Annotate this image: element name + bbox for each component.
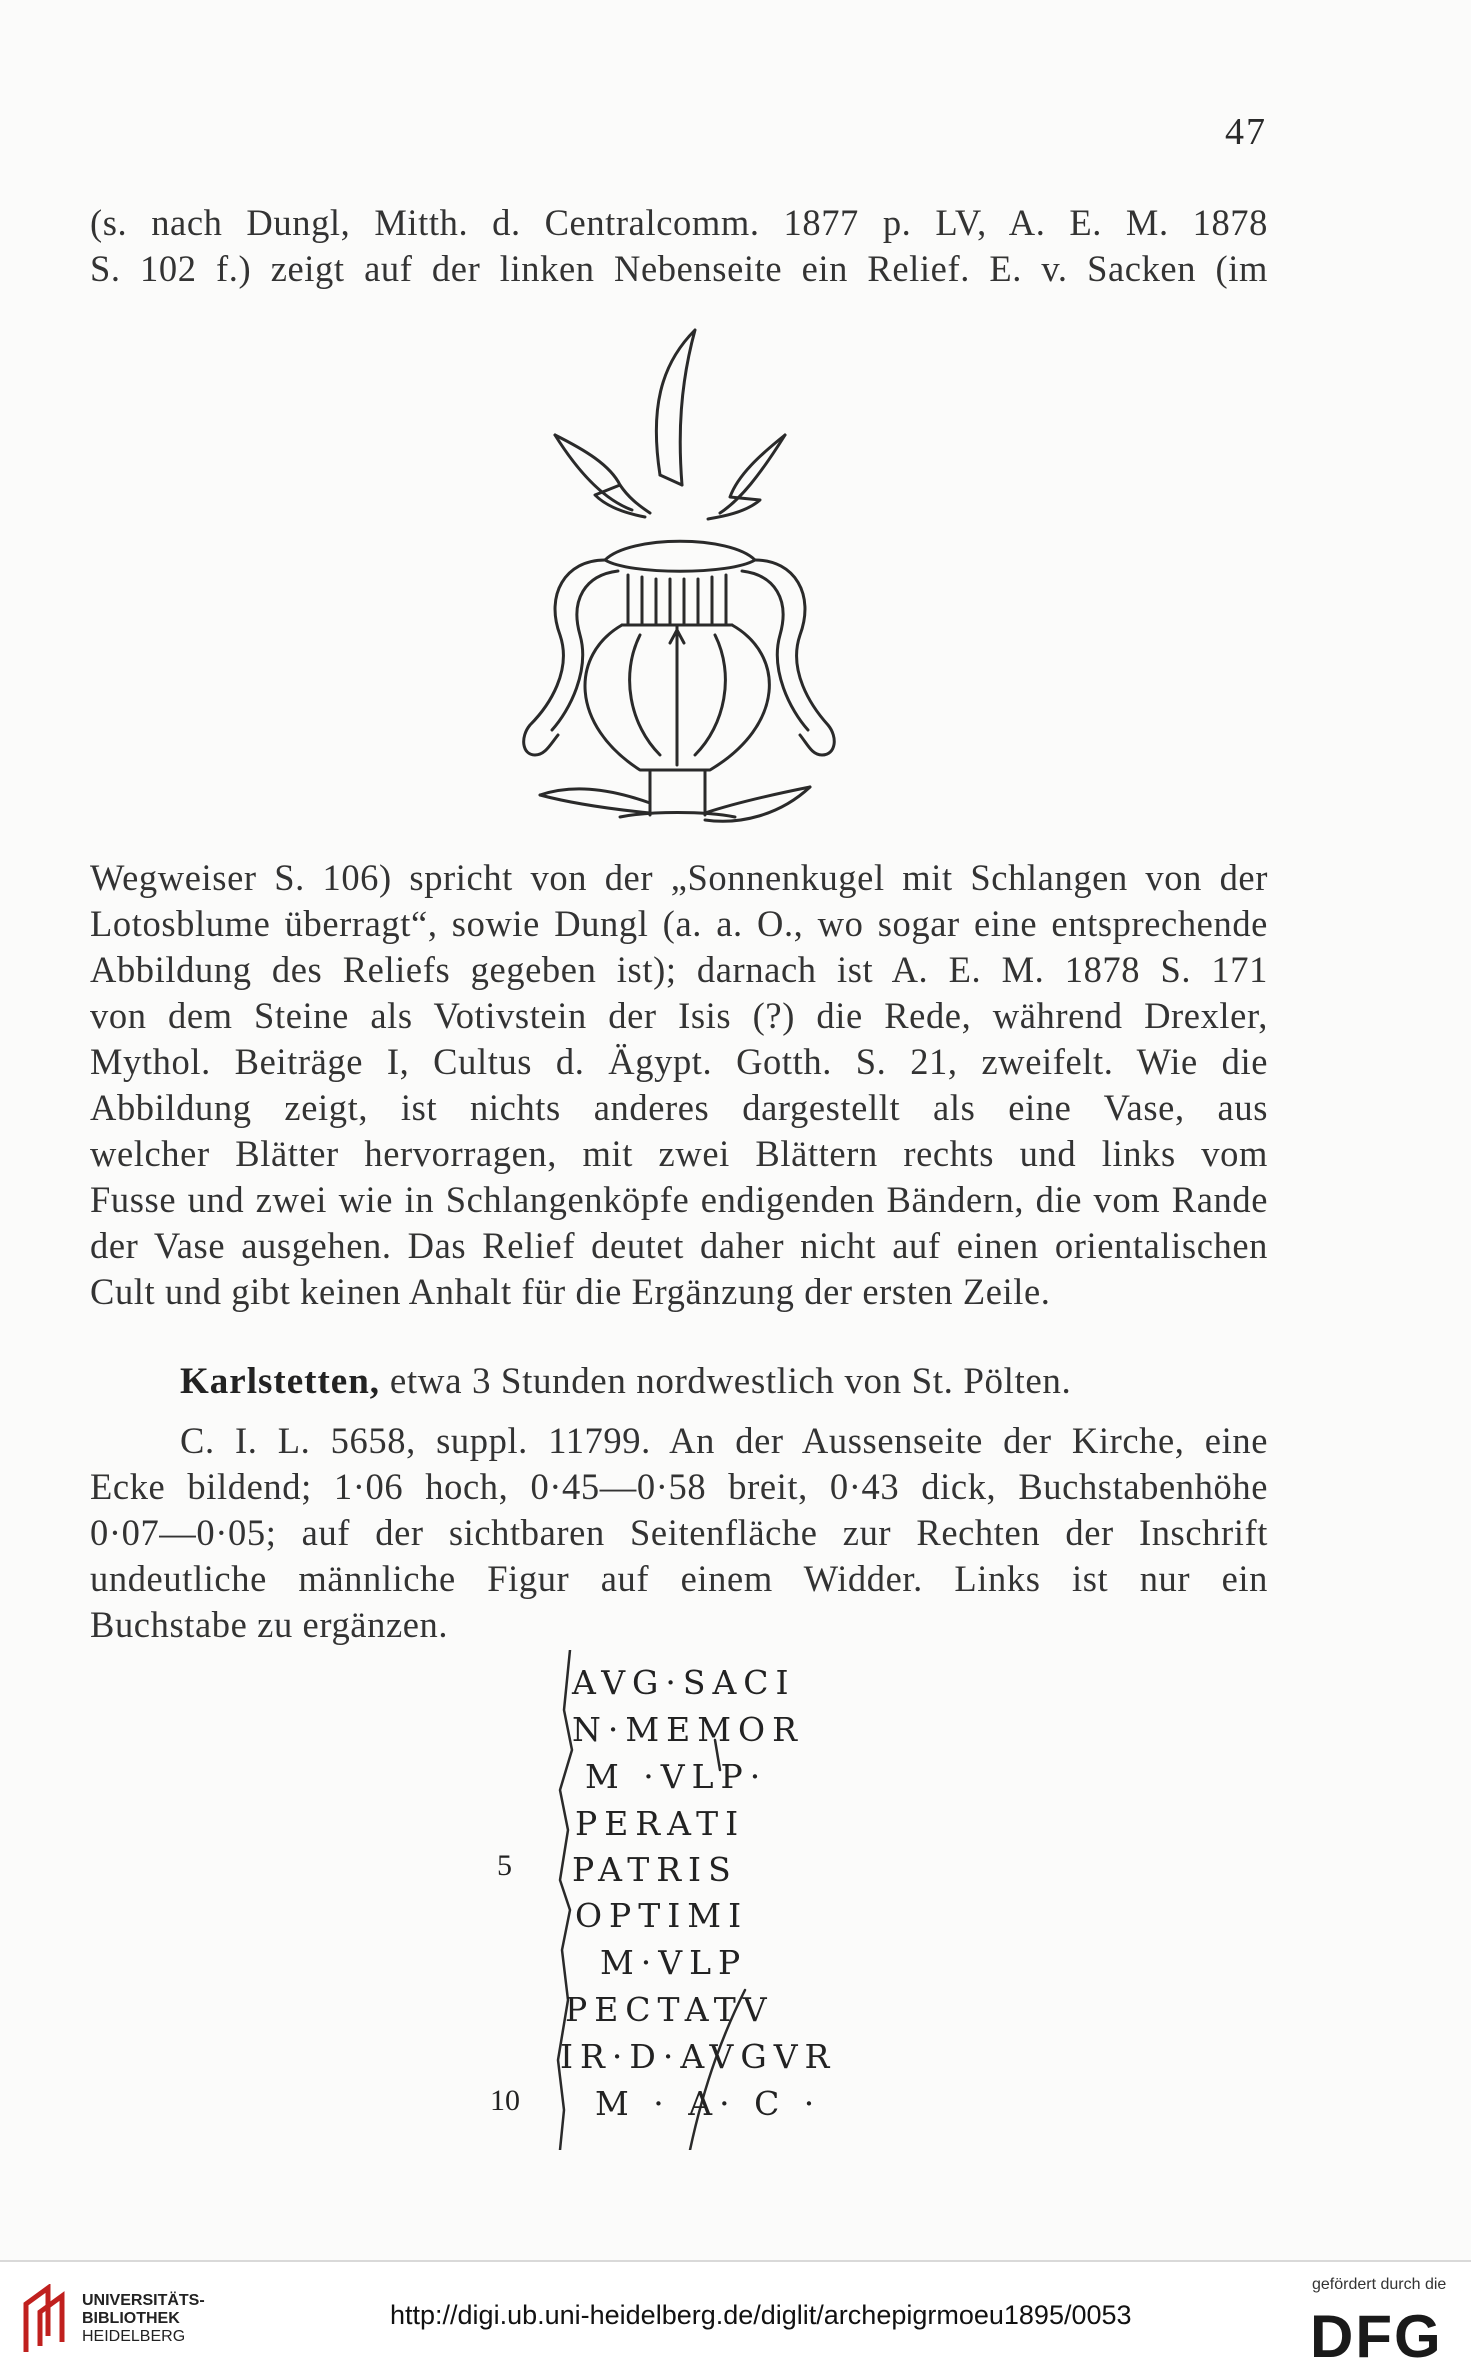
university-library-name [82, 2292, 205, 2346]
text-line: 0·07—0·05; auf der sichtbaren Seitenfläche zur Rechten der Inschrift [90, 1512, 1268, 1553]
inscription-line: IR·D·AVGVR [560, 2037, 837, 2076]
text-line: Abbildung des Reliefs gegeben ist); darnach ist A. E. M. 1878 S. 171 [90, 949, 1268, 990]
dfg-logo[interactable]: DFG [1310, 2303, 1443, 2370]
section-title: Karlstetten, [180, 1361, 381, 1402]
inscription-line: M·VLP [600, 1943, 748, 1982]
text-line: Abbildung zeigt, ist nichts anderes dargestellt als eine Vase, aus [90, 1087, 1268, 1128]
permalink-url[interactable]: http://digi.ub.uni-heidelberg.de/diglit/archepigrmoeu1895/0053 [390, 2300, 1132, 2330]
text-line: Ecke bildend; 1·06 hoch, 0·45—0·58 breit, 0·43 dick, Buchstabenhöhe [90, 1466, 1268, 1507]
funding-caption: gefördert durch die [1312, 2276, 1447, 2293]
text-line: der Vase ausgehen. Das Relief deutet daher nicht auf einen orientalischen [90, 1225, 1268, 1266]
relief-drawing [510, 325, 840, 835]
text-line: von dem Steine als Votivstein der Isis (?) die Rede, während Drexler, [90, 995, 1268, 1036]
section-subtitle: etwa 3 Stunden nordwestlich von St. Pölten. [389, 1361, 1072, 1402]
university-library-logo-icon[interactable] [18, 2284, 70, 2354]
inscription-line: AVG·SACI [572, 1663, 796, 1702]
text-line: S. 102 f.) zeigt auf der linken Nebenseite ein Relief. E. v. Sacken (im [90, 248, 1268, 289]
section-heading [180, 1360, 1071, 1403]
library-name-line: HEIDELBERG [82, 2328, 186, 2345]
page-number: 47 [1225, 111, 1267, 153]
inscription-line: PERATI [575, 1804, 746, 1843]
inscription-line: OPTIMI [575, 1896, 749, 1935]
intro-paragraph [90, 200, 1268, 292]
text-line: Mythol. Beiträge I, Cultus d. Ägypt. Gotth. S. 21, zweifelt. Wie die [90, 1041, 1268, 1082]
line-number: 5 [497, 1849, 512, 1882]
inscription-line: PECTATV [565, 1990, 774, 2029]
text-line: Fusse und zwei wie in Schlangenköpfe endigenden Bändern, die vom Rande [90, 1179, 1268, 1220]
text-line: undeutliche männliche Figur auf einem Widder. Links ist nur ein [90, 1558, 1268, 1599]
text-line: Wegweiser S. 106) spricht von der „Sonnenkugel mit Schlangen von der [90, 857, 1268, 898]
text-line: Cult und gibt keinen Anhalt für die Ergänzung der ersten Zeile. [90, 1271, 1051, 1312]
entry-paragraph [90, 1418, 1268, 1648]
text-line: (s. nach Dungl, Mitth. d. Centralcomm. 1877 p. LV, A. E. M. 1878 [90, 202, 1268, 243]
library-name-line: UNIVERSITÄTS- [82, 2292, 205, 2309]
text-line: Buchstabe zu ergänzen. [90, 1604, 449, 1645]
body-paragraph [90, 855, 1268, 1315]
text-line: Lotosblume überragt“, sowie Dungl (a. a. O., wo sogar eine entsprechende [90, 903, 1268, 944]
inscription-line: M · A· C · [595, 2084, 822, 2123]
inscription-line: N·MEMOR [572, 1710, 804, 1749]
viewer-footer [0, 2260, 1471, 2374]
text-line: welcher Blätter hervorragen, mit zwei Blättern rechts und links vom [90, 1133, 1268, 1174]
inscription-line: M ·VLP· [585, 1757, 768, 1796]
library-name-line: BIBLIOTHEK [82, 2310, 180, 2327]
inscription-line: PATRIS [572, 1850, 738, 1889]
line-number: 10 [490, 2084, 520, 2117]
text-line: C. I. L. 5658, suppl. 11799. An der Aussenseite der Kirche, eine [180, 1420, 1268, 1461]
